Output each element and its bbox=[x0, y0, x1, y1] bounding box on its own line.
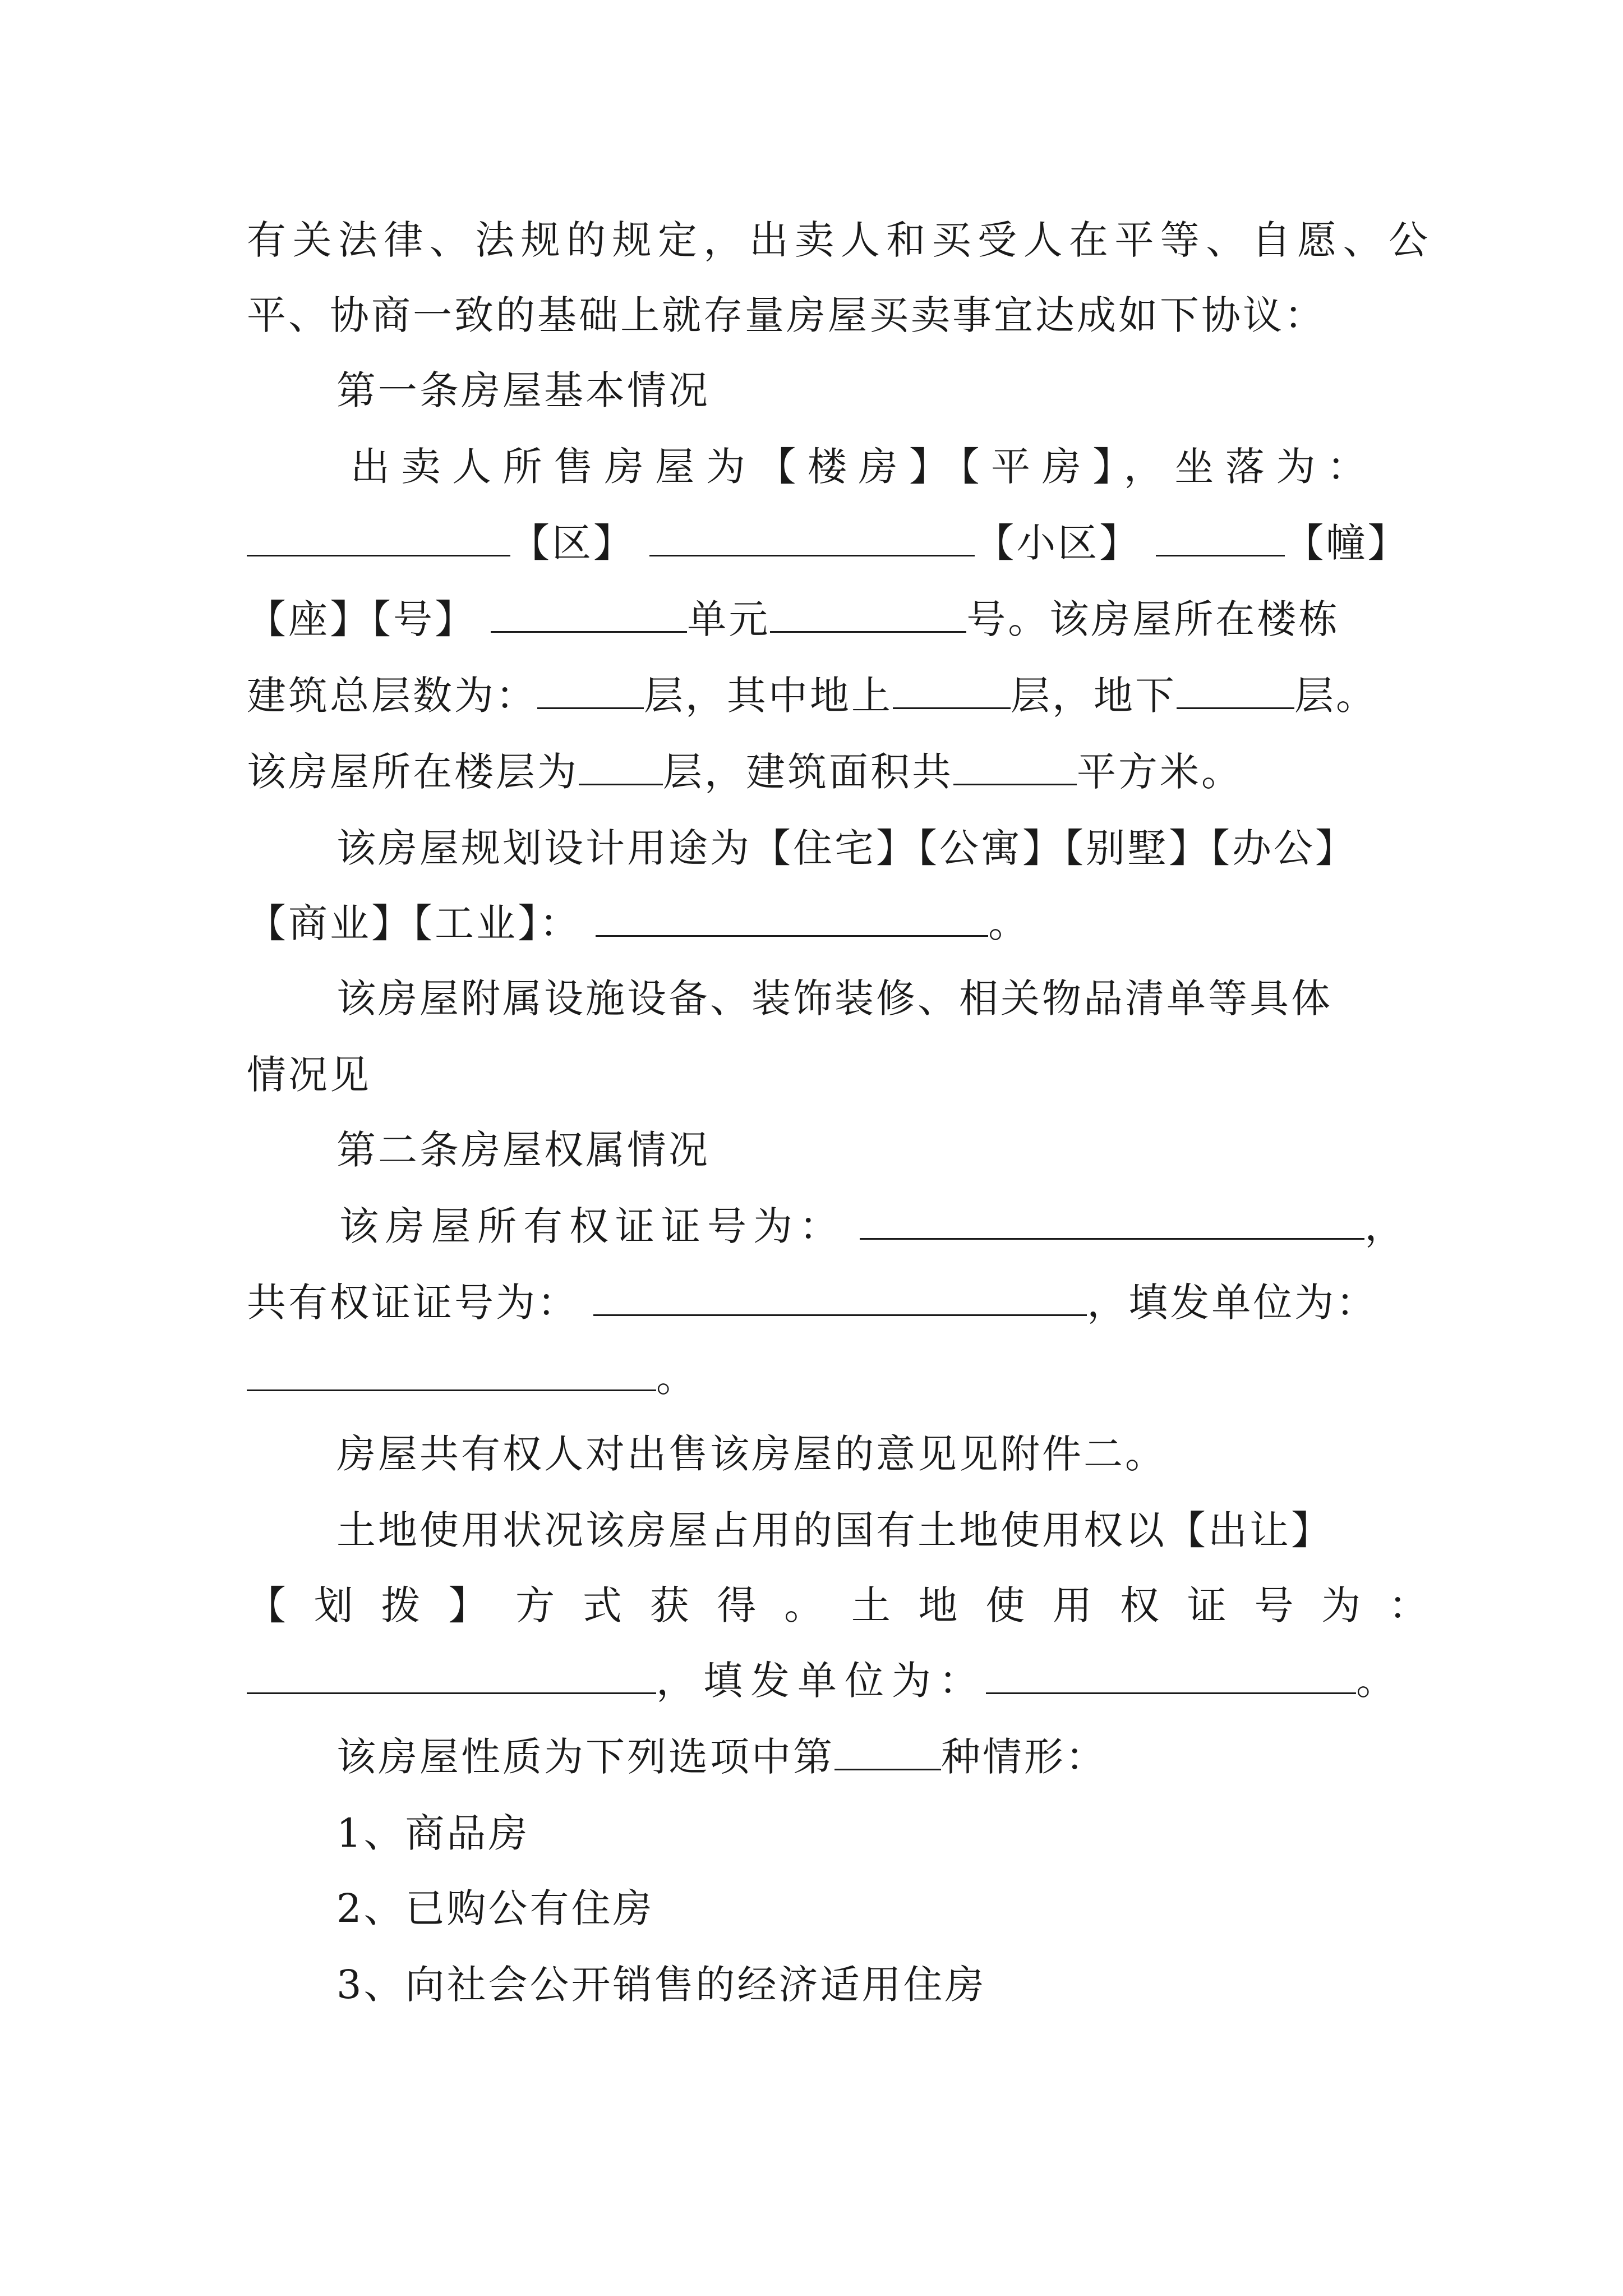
option-purchased-public-housing: 2、已购公有住房 bbox=[336, 1885, 654, 1931]
form-line-property-type bbox=[336, 1729, 1430, 1785]
label-commercial-industrial: 【商业】【工业】： bbox=[247, 900, 581, 946]
section-heading bbox=[336, 1122, 1430, 1178]
blank-field-floor bbox=[579, 747, 663, 785]
blank-field-building bbox=[1156, 518, 1285, 556]
paragraph-line bbox=[336, 820, 1430, 876]
form-line-usage bbox=[247, 895, 1430, 951]
blank-field-community bbox=[649, 518, 975, 556]
paragraph-line bbox=[336, 1502, 1430, 1558]
label-land-issuer: ，填发单位为： bbox=[656, 1658, 986, 1704]
paragraph-line bbox=[247, 287, 1430, 343]
list-item bbox=[336, 1805, 1430, 1861]
form-line-land-cert bbox=[247, 1653, 1430, 1709]
text-see-details: 情况见 bbox=[247, 1052, 371, 1098]
label-period: 。 bbox=[988, 900, 1030, 946]
list-item bbox=[336, 1957, 1430, 2013]
blank-field-below-ground bbox=[1177, 670, 1294, 709]
label-situation: 种情形： bbox=[941, 1734, 1107, 1780]
label-period: 。 bbox=[656, 1355, 698, 1401]
paragraph-line bbox=[351, 439, 1368, 495]
list-item bbox=[336, 1880, 1430, 1936]
option-affordable-housing: 3、向社会公开销售的经济适用住房 bbox=[336, 1962, 986, 2008]
form-line-unit bbox=[247, 591, 1430, 647]
form-line-issuer bbox=[247, 1350, 1430, 1406]
text-facilities: 该房屋附属设施设备、装饰装修、相关物品清单等具体 bbox=[336, 976, 1332, 1022]
blank-field-option-number bbox=[834, 1732, 941, 1770]
blank-field-total-floors bbox=[537, 670, 644, 709]
label-seat-number: 【座】【号】 bbox=[247, 596, 476, 642]
paragraph-line bbox=[336, 1426, 1430, 1482]
label-total-floors: 建筑总层数为： bbox=[247, 673, 537, 719]
label-period: 。 bbox=[1356, 1658, 1398, 1704]
heading-article-2: 第二条房屋权属情况 bbox=[336, 1127, 710, 1173]
text-land-cert: 【划拨】方式获得。土地使用权证号为： bbox=[247, 1582, 1430, 1628]
paragraph-line bbox=[247, 1047, 1430, 1103]
label-comma: ， bbox=[1364, 1203, 1407, 1249]
label-floors-end: 层。 bbox=[1294, 673, 1377, 719]
label-square-meters: 平方米。 bbox=[1077, 749, 1243, 795]
option-commercial-housing: 1、商品房 bbox=[336, 1810, 530, 1856]
label-unit: 单元 bbox=[687, 596, 771, 642]
form-line-certificate bbox=[339, 1198, 1430, 1254]
text-land-use: 土地使用状况该房屋占用的国有土地使用权以【出让】 bbox=[336, 1507, 1332, 1553]
blank-field-ownership-cert bbox=[860, 1201, 1364, 1240]
form-line-floors bbox=[247, 668, 1430, 724]
label-building: 【幢】 bbox=[1284, 520, 1409, 566]
blank-field-area bbox=[953, 747, 1077, 785]
paragraph-line bbox=[247, 212, 1430, 268]
heading-article-1: 第一条房屋基本情况 bbox=[336, 367, 710, 413]
text-line-2: 平、协商一致的基础上就存量房屋买卖事宜达成如下协议： bbox=[247, 292, 1326, 338]
text-line-4: 出卖人所售房屋为【楼房】【平房】，坐落为： bbox=[351, 444, 1368, 490]
text-coowner-opinion: 房屋共有权人对出售该房屋的意见见附件二。 bbox=[336, 1431, 1166, 1477]
label-building-area: 层，建筑面积共 bbox=[663, 749, 953, 795]
label-issuer: ，填发单位为： bbox=[1087, 1280, 1378, 1326]
blank-field-land-cert bbox=[247, 1655, 656, 1694]
blank-field-district bbox=[247, 518, 510, 556]
form-line-coowner-cert bbox=[247, 1274, 1430, 1331]
label-below-ground: 层，地下 bbox=[1011, 673, 1177, 719]
label-coowner-cert: 共有权证证号为： bbox=[247, 1280, 579, 1326]
paragraph-line bbox=[247, 1577, 1430, 1634]
label-room-number: 号。该房屋所在楼栋 bbox=[966, 596, 1340, 642]
label-community: 【小区】 bbox=[975, 520, 1141, 566]
form-line-location bbox=[247, 515, 1430, 571]
label-floor-located: 该房屋所在楼层为 bbox=[247, 749, 579, 795]
blank-field-seat bbox=[491, 594, 687, 633]
label-property-type: 该房屋性质为下列选项中第 bbox=[336, 1734, 834, 1780]
blank-field-issuer bbox=[247, 1352, 656, 1391]
section-heading bbox=[336, 362, 1430, 418]
blank-field-coowner-cert bbox=[593, 1277, 1087, 1316]
form-line-area bbox=[247, 744, 1430, 800]
text-line-1: 有关法律、法规的规定，出卖人和买受人在平等、自愿、公 bbox=[247, 217, 1430, 263]
text-usage: 该房屋规划设计用途为【住宅】【公寓】【别墅】【办公】 bbox=[336, 825, 1357, 871]
blank-field-above-ground bbox=[893, 670, 1011, 709]
blank-field-unit bbox=[770, 594, 966, 633]
blank-field-land-issuer bbox=[986, 1655, 1356, 1694]
paragraph-line bbox=[336, 970, 1430, 1027]
label-above-ground: 层，其中地上 bbox=[644, 673, 893, 719]
label-district: 【区】 bbox=[510, 520, 635, 566]
blank-field-usage bbox=[596, 898, 988, 937]
label-ownership-cert: 该房屋所有权证证号为： bbox=[339, 1203, 845, 1249]
